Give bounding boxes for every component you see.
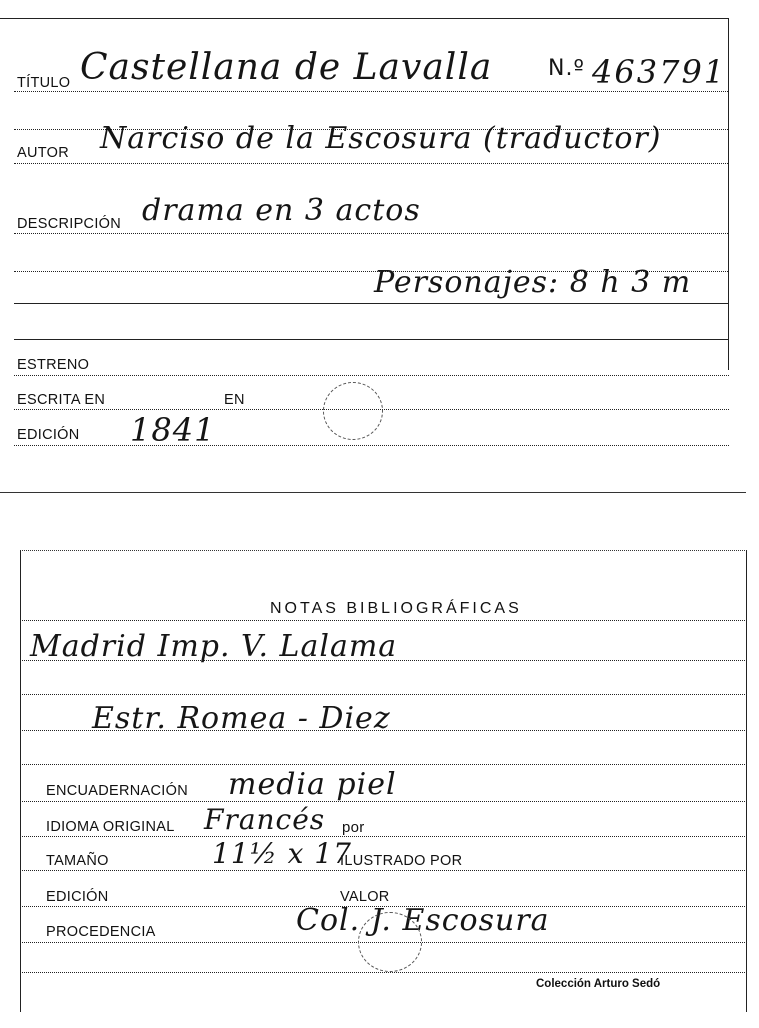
encuadernacion-value: media piel bbox=[228, 767, 397, 802]
valor-label: VALOR bbox=[340, 889, 390, 905]
personajes-value: Personajes: 8 h 3 m bbox=[374, 265, 692, 300]
escrita-en-label: ESCRITA EN bbox=[17, 392, 106, 408]
procedencia-label: PROCEDENCIA bbox=[46, 924, 156, 940]
idioma-label: IDIOMA ORIGINAL bbox=[46, 819, 175, 835]
stamp-mark bbox=[323, 382, 383, 440]
notes-line-1: Madrid Imp. V. Lalama bbox=[30, 629, 398, 664]
ruled-line bbox=[20, 730, 747, 731]
edicion-label: EDICIÓN bbox=[17, 427, 80, 443]
en-label: EN bbox=[224, 392, 245, 408]
ruled-line bbox=[20, 801, 747, 802]
ruled-line bbox=[14, 233, 728, 234]
idioma-value: Francés bbox=[204, 803, 326, 836]
ruled-line bbox=[14, 303, 728, 304]
autor-value: Narciso de la Escosura (traductor) bbox=[100, 121, 662, 156]
por-label: por bbox=[342, 819, 365, 836]
ruled-line bbox=[14, 375, 729, 376]
ruled-line bbox=[20, 764, 747, 765]
ruled-line bbox=[14, 91, 728, 92]
notes-line-2: Estr. Romea - Diez bbox=[92, 701, 391, 736]
descripcion-value: drama en 3 actos bbox=[142, 193, 421, 228]
ruled-line bbox=[20, 972, 747, 973]
edicion-value: 1841 bbox=[130, 411, 216, 449]
descripcion-label: DESCRIPCIÓN bbox=[17, 216, 122, 232]
number-label: N.º bbox=[548, 56, 585, 81]
notas-heading: NOTAS BIBLIOGRÁFICAS bbox=[270, 600, 522, 617]
stamp-mark bbox=[358, 912, 422, 972]
ruled-line bbox=[14, 163, 728, 164]
collection-credit: Colección Arturo Sedó bbox=[536, 978, 661, 990]
card-divider bbox=[0, 492, 746, 493]
ilustrado-label: ILUSTRADO POR bbox=[340, 853, 463, 869]
tamano-label: TAMAÑO bbox=[46, 853, 109, 869]
tamano-value: 11½ x 17 bbox=[212, 837, 352, 870]
titulo-value: Castellana de Lavalla bbox=[80, 47, 493, 88]
number-value: 463791 bbox=[592, 53, 727, 91]
encuadernacion-label: ENCUADERNACIÓN bbox=[46, 783, 188, 799]
ruled-line bbox=[20, 870, 747, 871]
ruled-line bbox=[14, 445, 729, 446]
procedencia-value: Col. J. Escosura bbox=[296, 903, 550, 938]
ruled-line bbox=[20, 694, 747, 695]
ruled-line bbox=[20, 620, 747, 621]
ruled-line bbox=[20, 836, 747, 837]
autor-label: AUTOR bbox=[17, 145, 69, 161]
ruled-line bbox=[14, 339, 728, 340]
edicion-back-label: EDICIÓN bbox=[46, 889, 109, 905]
estreno-label: ESTRENO bbox=[17, 357, 90, 373]
titulo-label: TÍTULO bbox=[17, 75, 71, 91]
ruled-line bbox=[20, 660, 747, 661]
